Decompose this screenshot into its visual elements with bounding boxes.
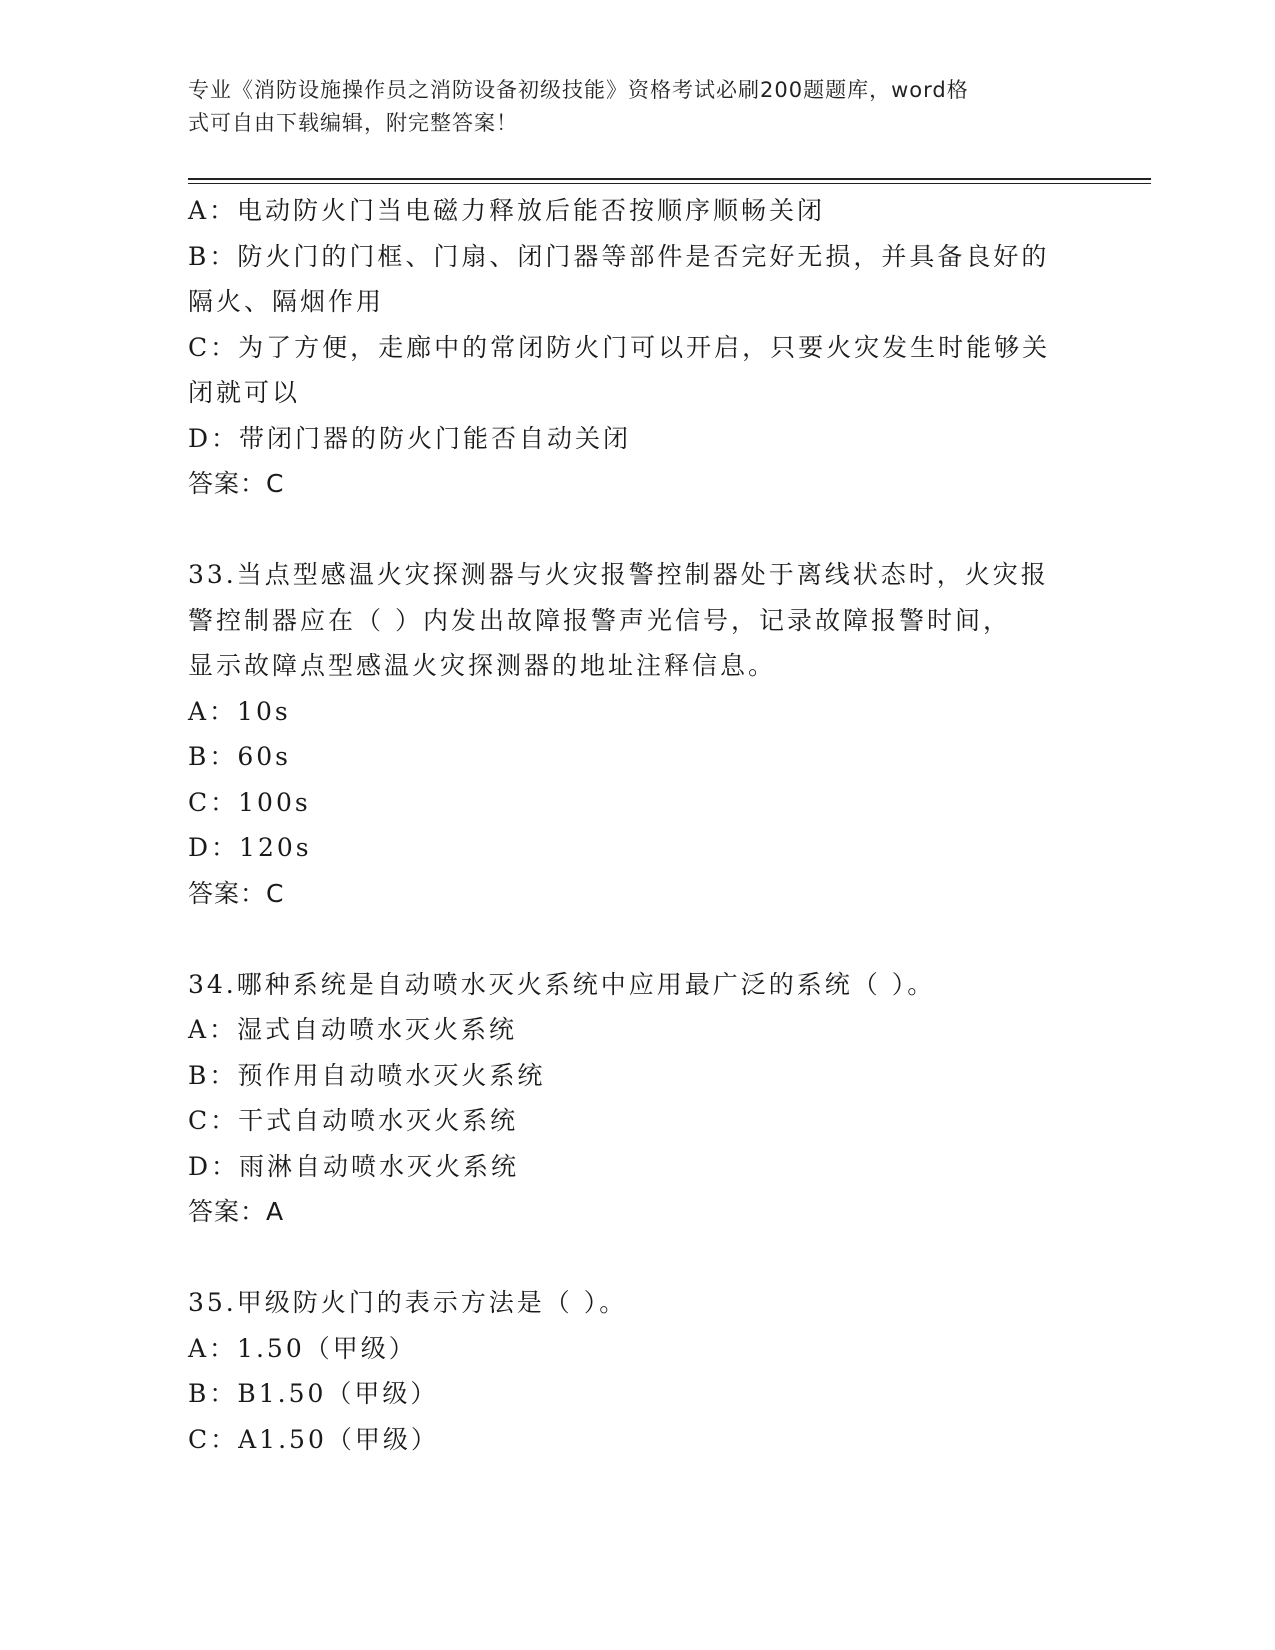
question-34-text: 34.哪种系统是自动喷水灭火系统中应用最广泛的系统（ ）。 [188, 969, 936, 999]
option-b-line-2: 隔火、隔烟作用 [188, 287, 385, 316]
option-a: A：湿式自动喷水灭火系统 [188, 1015, 518, 1044]
option-c-line-2: 闭就可以 [188, 378, 301, 407]
option-c: C：干式自动喷水灭火系统 [188, 1106, 519, 1135]
answer-33: 答案：C [188, 878, 285, 908]
document-header [188, 74, 1068, 140]
option-a: A：电动防火门当电磁力释放后能否按顺序顺畅关闭 [188, 196, 826, 225]
question-33-text-line-3: 显示故障点型感温火灾探测器的地址注释信息。 [188, 651, 777, 680]
option-c-line-1: C：为了方便，走廊中的常闭防火门可以开启，只要火灾发生时能够关 [188, 332, 1051, 362]
option-c: C：100s [188, 787, 311, 817]
answer-32: 答案：C [188, 469, 285, 498]
header-line-2: 式可自由下载编辑，附完整答案！ [188, 111, 518, 135]
option-d: D：120s [188, 833, 312, 862]
option-d: D：雨淋自动喷水灭火系统 [188, 1151, 520, 1181]
option-b: B：60s [188, 742, 292, 771]
header-divider [188, 178, 1151, 184]
question-32-options [188, 188, 1088, 507]
option-b: B：预作用自动喷水灭火系统 [188, 1060, 546, 1090]
answer-34: 答案：A [188, 1197, 285, 1226]
option-d: D：带闭门器的防火门能否自动关闭 [188, 423, 632, 453]
option-a: A：10s [188, 696, 291, 726]
question-33-text-line-2: 警控制器应在（ ）内发出故障报警声光信号，记录故障报警时间， [188, 605, 1011, 635]
question-35 [188, 1280, 1088, 1462]
question-33-text-line-1: 33.当点型感温火灾探测器与火灾报警控制器处于离线状态时，火灾报 [188, 560, 1049, 589]
question-35-text: 35.甲级防火门的表示方法是（ ）。 [188, 1288, 628, 1317]
option-a: A：1.50（甲级） [188, 1333, 417, 1363]
option-c: C：A1.50（甲级） [188, 1424, 439, 1454]
question-list [188, 188, 1088, 1462]
question-33 [188, 552, 1088, 916]
spacer [188, 507, 1088, 553]
question-34 [188, 962, 1088, 1235]
spacer [188, 1235, 1088, 1281]
option-b: B：B1.50（甲级） [188, 1379, 439, 1408]
header-line-1: 专业《消防设施操作员之消防设备初级技能》资格考试必刷200题题库，word格 [188, 78, 969, 102]
option-b-line-1: B：防火门的门框、门扇、闭门器等部件是否完好无损，并具备良好的 [188, 241, 1050, 271]
spacer [188, 916, 1088, 962]
